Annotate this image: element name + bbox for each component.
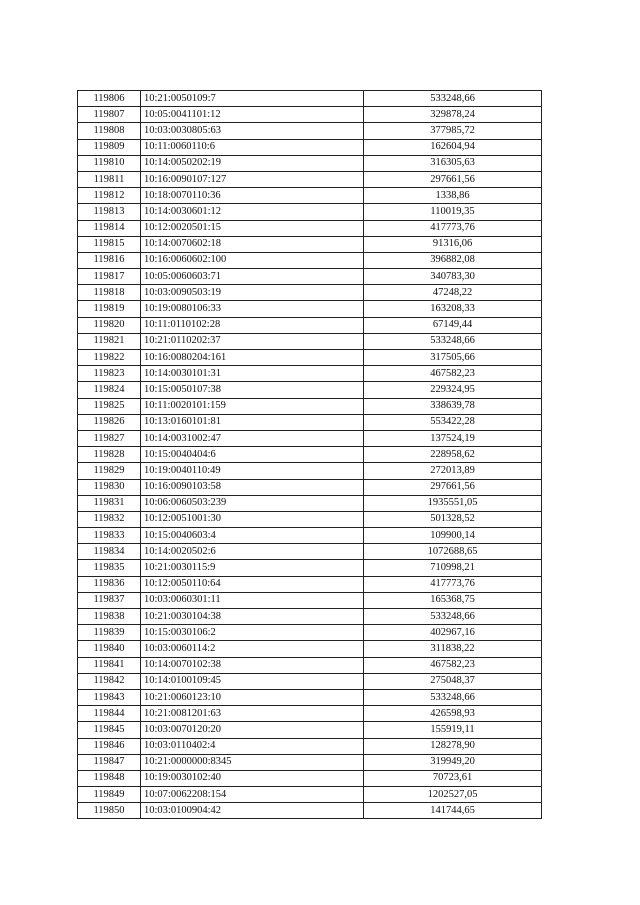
record-number-cell: 119820 xyxy=(78,317,141,333)
record-number-cell: 119807 xyxy=(78,107,141,123)
cadastral-number-cell: 10:19:0030102:40 xyxy=(141,770,364,786)
record-number-cell: 119833 xyxy=(78,528,141,544)
cadastral-number-cell: 10:11:0060110:6 xyxy=(141,139,364,155)
table-row xyxy=(78,107,542,123)
table-row xyxy=(78,673,542,689)
amount-cell: 1072688,65 xyxy=(364,544,542,560)
table-row xyxy=(78,511,542,527)
cadastral-number-cell: 10:16:0080204:161 xyxy=(141,350,364,366)
cadastral-number-cell: 10:14:0050202:19 xyxy=(141,155,364,171)
table-row xyxy=(78,657,542,673)
table-row xyxy=(78,188,542,204)
record-number-cell: 119834 xyxy=(78,544,141,560)
cadastral-number-cell: 10:14:0031002:47 xyxy=(141,430,364,446)
table-row xyxy=(78,625,542,641)
record-number-cell: 119838 xyxy=(78,609,141,625)
table-row xyxy=(78,770,542,786)
amount-cell: 417773,76 xyxy=(364,220,542,236)
amount-cell: 316305,63 xyxy=(364,155,542,171)
amount-cell: 70723,61 xyxy=(364,770,542,786)
cadastral-number-cell: 10:16:0090107:127 xyxy=(141,171,364,187)
record-number-cell: 119840 xyxy=(78,641,141,657)
record-number-cell: 119826 xyxy=(78,414,141,430)
cadastral-number-cell: 10:03:0100904:42 xyxy=(141,803,364,819)
amount-cell: 402967,16 xyxy=(364,625,542,641)
amount-cell: 141744,65 xyxy=(364,803,542,819)
table-row xyxy=(78,350,542,366)
table-row xyxy=(78,382,542,398)
cadastral-number-cell: 10:18:0070110:36 xyxy=(141,188,364,204)
record-number-cell: 119827 xyxy=(78,430,141,446)
cadastral-number-cell: 10:05:0060603:71 xyxy=(141,269,364,285)
table-row xyxy=(78,609,542,625)
table-row xyxy=(78,123,542,139)
table-row xyxy=(78,414,542,430)
cadastral-number-cell: 10:14:0020502:6 xyxy=(141,544,364,560)
record-number-cell: 119828 xyxy=(78,447,141,463)
record-number-cell: 119837 xyxy=(78,592,141,608)
record-number-cell: 119811 xyxy=(78,171,141,187)
amount-cell: 501328,52 xyxy=(364,511,542,527)
record-number-cell: 119818 xyxy=(78,285,141,301)
amount-cell: 162604,94 xyxy=(364,139,542,155)
table-row xyxy=(78,155,542,171)
table-row xyxy=(78,430,542,446)
record-number-cell: 119841 xyxy=(78,657,141,673)
record-number-cell: 119850 xyxy=(78,803,141,819)
record-number-cell: 119825 xyxy=(78,398,141,414)
table-row xyxy=(78,576,542,592)
cadastral-number-cell: 10:03:0030805:63 xyxy=(141,123,364,139)
amount-cell: 417773,76 xyxy=(364,576,542,592)
table-row xyxy=(78,641,542,657)
table-row xyxy=(78,317,542,333)
amount-cell: 533248,66 xyxy=(364,333,542,349)
cadastral-number-cell: 10:21:0110202:37 xyxy=(141,333,364,349)
cadastral-number-cell: 10:12:0050110:64 xyxy=(141,576,364,592)
table-row xyxy=(78,285,542,301)
record-number-cell: 119836 xyxy=(78,576,141,592)
table-row xyxy=(78,787,542,803)
table-row xyxy=(78,139,542,155)
table-row xyxy=(78,803,542,819)
amount-cell: 67149,44 xyxy=(364,317,542,333)
cadastral-number-cell: 10:15:0050107:38 xyxy=(141,382,364,398)
table-row xyxy=(78,171,542,187)
table-row xyxy=(78,495,542,511)
cadastral-number-cell: 10:21:0030104:38 xyxy=(141,609,364,625)
amount-cell: 467582,23 xyxy=(364,366,542,382)
amount-cell: 91316,06 xyxy=(364,236,542,252)
cadastral-number-cell: 10:15:0040603:4 xyxy=(141,528,364,544)
table-row xyxy=(78,722,542,738)
table-row xyxy=(78,463,542,479)
record-number-cell: 119815 xyxy=(78,236,141,252)
record-number-cell: 119835 xyxy=(78,560,141,576)
amount-cell: 553422,28 xyxy=(364,414,542,430)
cadastral-number-cell: 10:15:0030106:2 xyxy=(141,625,364,641)
record-number-cell: 119813 xyxy=(78,204,141,220)
table-row xyxy=(78,689,542,705)
amount-cell: 272013,89 xyxy=(364,463,542,479)
record-number-cell: 119829 xyxy=(78,463,141,479)
record-number-cell: 119822 xyxy=(78,350,141,366)
cadastral-number-cell: 10:11:0110102:28 xyxy=(141,317,364,333)
amount-cell: 275048,37 xyxy=(364,673,542,689)
table-row xyxy=(78,236,542,252)
amount-cell: 165368,75 xyxy=(364,592,542,608)
cadastral-number-cell: 10:11:0020101:159 xyxy=(141,398,364,414)
record-number-cell: 119832 xyxy=(78,511,141,527)
cadastral-number-cell: 10:19:0040110:49 xyxy=(141,463,364,479)
record-number-cell: 119843 xyxy=(78,689,141,705)
amount-cell: 340783,30 xyxy=(364,269,542,285)
table-row xyxy=(78,528,542,544)
cadastral-number-cell: 10:15:0040404:6 xyxy=(141,447,364,463)
amount-cell: 229324,95 xyxy=(364,382,542,398)
amount-cell: 110019,35 xyxy=(364,204,542,220)
table-row xyxy=(78,398,542,414)
amount-cell: 109900,14 xyxy=(364,528,542,544)
cadastral-number-cell: 10:03:0060114:2 xyxy=(141,641,364,657)
cadastral-number-cell: 10:19:0080106:33 xyxy=(141,301,364,317)
amount-cell: 155919,11 xyxy=(364,722,542,738)
record-number-cell: 119846 xyxy=(78,738,141,754)
record-number-cell: 119816 xyxy=(78,252,141,268)
amount-cell: 467582,23 xyxy=(364,657,542,673)
cadastral-number-cell: 10:14:0030101:31 xyxy=(141,366,364,382)
amount-cell: 1202527,05 xyxy=(364,787,542,803)
record-number-cell: 119819 xyxy=(78,301,141,317)
record-number-cell: 119810 xyxy=(78,155,141,171)
cadastral-number-cell: 10:14:0100109:45 xyxy=(141,673,364,689)
table-row xyxy=(78,91,542,107)
table-row xyxy=(78,560,542,576)
cadastral-number-cell: 10:14:0030601:12 xyxy=(141,204,364,220)
amount-cell: 1338,86 xyxy=(364,188,542,204)
cadastral-number-cell: 10:21:0000000:8345 xyxy=(141,754,364,770)
record-number-cell: 119824 xyxy=(78,382,141,398)
table-row xyxy=(78,269,542,285)
cadastral-number-cell: 10:03:0110402:4 xyxy=(141,738,364,754)
amount-cell: 426598,93 xyxy=(364,706,542,722)
record-number-cell: 119847 xyxy=(78,754,141,770)
record-number-cell: 119817 xyxy=(78,269,141,285)
amount-cell: 297661,56 xyxy=(364,171,542,187)
amount-cell: 137524,19 xyxy=(364,430,542,446)
table-row xyxy=(78,592,542,608)
record-number-cell: 119830 xyxy=(78,479,141,495)
amount-cell: 533248,66 xyxy=(364,689,542,705)
record-number-cell: 119844 xyxy=(78,706,141,722)
cadastral-number-cell: 10:03:0070120:20 xyxy=(141,722,364,738)
amount-cell: 710998,21 xyxy=(364,560,542,576)
cadastral-number-cell: 10:21:0030115:9 xyxy=(141,560,364,576)
cadastral-number-cell: 10:14:0070102:38 xyxy=(141,657,364,673)
cadastral-number-cell: 10:16:0060602:100 xyxy=(141,252,364,268)
amount-cell: 329878,24 xyxy=(364,107,542,123)
record-number-cell: 119808 xyxy=(78,123,141,139)
record-number-cell: 119814 xyxy=(78,220,141,236)
amount-cell: 297661,56 xyxy=(364,479,542,495)
table-row xyxy=(78,754,542,770)
amount-cell: 311838,22 xyxy=(364,641,542,657)
table-row xyxy=(78,447,542,463)
record-number-cell: 119849 xyxy=(78,787,141,803)
amount-cell: 47248,22 xyxy=(364,285,542,301)
amount-cell: 1935551,05 xyxy=(364,495,542,511)
table-row xyxy=(78,544,542,560)
table-row xyxy=(78,220,542,236)
cadastral-number-cell: 10:03:0060301:11 xyxy=(141,592,364,608)
cadastral-number-cell: 10:07:0062208:154 xyxy=(141,787,364,803)
table-row xyxy=(78,301,542,317)
record-number-cell: 119806 xyxy=(78,91,141,107)
cadastral-number-cell: 10:21:0081201:63 xyxy=(141,706,364,722)
table-row xyxy=(78,252,542,268)
amount-cell: 533248,66 xyxy=(364,609,542,625)
cadastral-number-cell: 10:12:0020501:15 xyxy=(141,220,364,236)
cadastral-number-cell: 10:16:0090103:58 xyxy=(141,479,364,495)
cadastral-number-cell: 10:05:0041101:12 xyxy=(141,107,364,123)
record-number-cell: 119821 xyxy=(78,333,141,349)
amount-cell: 533248,66 xyxy=(364,91,542,107)
cadastral-number-cell: 10:06:0060503:239 xyxy=(141,495,364,511)
records-table xyxy=(77,90,542,819)
cadastral-number-cell: 10:14:0070602:18 xyxy=(141,236,364,252)
cadastral-number-cell: 10:12:0051001:30 xyxy=(141,511,364,527)
table-row xyxy=(78,333,542,349)
table-row xyxy=(78,204,542,220)
amount-cell: 377985,72 xyxy=(364,123,542,139)
cadastral-number-cell: 10:21:0060123:10 xyxy=(141,689,364,705)
table-row xyxy=(78,479,542,495)
amount-cell: 396882,08 xyxy=(364,252,542,268)
table-row xyxy=(78,366,542,382)
amount-cell: 338639,78 xyxy=(364,398,542,414)
amount-cell: 228958,62 xyxy=(364,447,542,463)
record-number-cell: 119809 xyxy=(78,139,141,155)
record-number-cell: 119839 xyxy=(78,625,141,641)
cadastral-number-cell: 10:03:0090503:19 xyxy=(141,285,364,301)
amount-cell: 319949,20 xyxy=(364,754,542,770)
record-number-cell: 119823 xyxy=(78,366,141,382)
amount-cell: 163208,33 xyxy=(364,301,542,317)
table-row xyxy=(78,706,542,722)
amount-cell: 128278,90 xyxy=(364,738,542,754)
cadastral-number-cell: 10:21:0050109:7 xyxy=(141,91,364,107)
record-number-cell: 119831 xyxy=(78,495,141,511)
record-number-cell: 119842 xyxy=(78,673,141,689)
record-number-cell: 119845 xyxy=(78,722,141,738)
cadastral-number-cell: 10:13:0160101:81 xyxy=(141,414,364,430)
record-number-cell: 119848 xyxy=(78,770,141,786)
amount-cell: 317505,66 xyxy=(364,350,542,366)
records-table-body xyxy=(78,91,542,819)
record-number-cell: 119812 xyxy=(78,188,141,204)
table-row xyxy=(78,738,542,754)
